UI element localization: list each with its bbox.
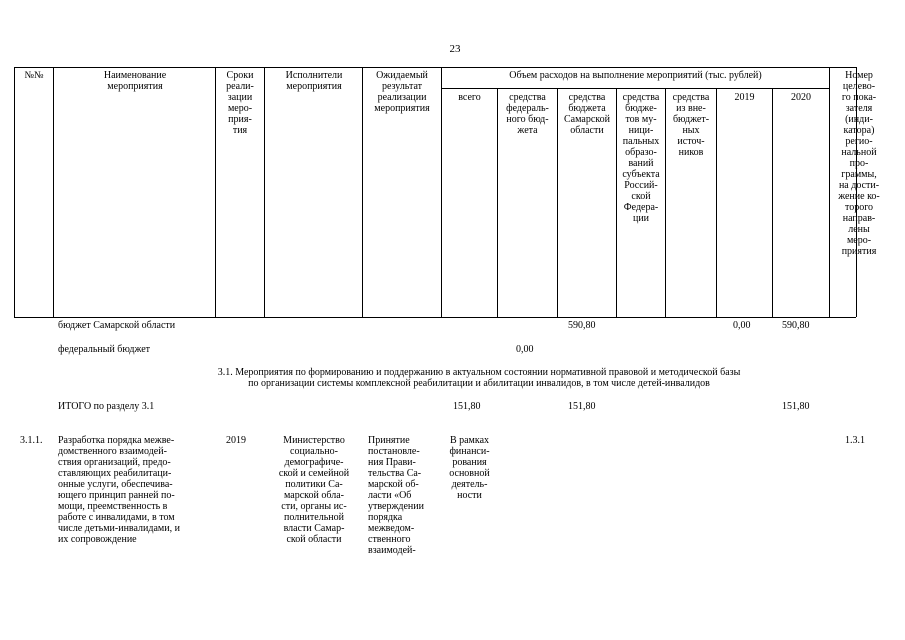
row-budget-samara-regional: 590,80 xyxy=(568,320,596,331)
row-federal-label: федеральный бюджет xyxy=(58,344,151,355)
header-executors: Исполнители мероприятия xyxy=(285,70,343,92)
header-regional: средства бюджета Самарской области xyxy=(564,92,610,136)
row-itogo-regional: 151,80 xyxy=(568,401,596,412)
page-number: 23 xyxy=(449,43,461,55)
header-total: всего xyxy=(458,92,481,103)
row-itogo-label: ИТОГО по разделу 3.1 xyxy=(58,401,155,412)
header-indicator: Номер целево- го пока- зателя (инди- катора) регио- нальной про- граммы, на дости- жение ко- торого направ- лены меро- приятия xyxy=(838,70,880,257)
header-name: Наименование мероприятия xyxy=(103,70,167,92)
header-federal: средства федераль- ного бюд- жета xyxy=(506,92,549,136)
item-result: Принятие постановле- ния Прави- тельства Са- марской об- ласти «Об утверждении порядка межведом- ственного взаимодей- xyxy=(368,435,424,556)
section-title-line1: 3.1. Мероприятия по формированию и поддержанию в актуальном состоянии нормативной правовой и методической базы xyxy=(217,367,741,378)
header-expected: Ожидаемый результат реализации мероприятия xyxy=(374,70,430,114)
row-budget-samara-2019: 0,00 xyxy=(733,320,751,331)
header-volume: Объем расходов на выполнение мероприятий (тыс. рублей) xyxy=(509,70,762,81)
item-indicator: 1.3.1 xyxy=(845,435,865,446)
item-funding: В рамках финанси- рования основной деятель- ности xyxy=(449,435,490,501)
row-federal-value: 0,00 xyxy=(516,344,534,355)
header-no: №№ xyxy=(24,70,44,81)
header-2019: 2019 xyxy=(734,92,755,103)
item-number: 3.1.1. xyxy=(20,435,43,446)
row-budget-samara-2020: 590,80 xyxy=(782,320,810,331)
header-extra: средства из вне- бюджет- ных источ- ников xyxy=(672,92,710,158)
row-itogo-2020: 151,80 xyxy=(782,401,810,412)
header-2020: 2020 xyxy=(791,92,811,103)
header-terms: Сроки реали- зации меро- прия- тия xyxy=(226,70,254,136)
row-itogo-total: 151,80 xyxy=(453,401,481,412)
section-title-line2: по организации системы комплексной реабилитации и абилитации инвалидов, в том числе детей-инвалидов xyxy=(248,378,710,389)
row-budget-samara-label: бюджет Самарской области xyxy=(58,320,176,331)
item-name: Разработка порядка межве- домственного взаимодей- ствия организаций, предо- ставляющих реабилитаци- онные услуги, обеспечива- ющего принцип ранней по- мощи, преемственность в работе с инвалидами, в том числе детьми-инвалидами, и их сопровождение xyxy=(58,435,180,545)
item-executor: Министерство социально- демографиче- ской и семейной политики Са- марской обла- сти, органы ис- полнительной власти Самар- ской области xyxy=(278,435,350,545)
header-municipal: средства бюдже- тов му- ници- пальных образо- ваний субъекта Россий- ской Федера- ции xyxy=(622,92,660,224)
item-term: 2019 xyxy=(226,435,246,446)
